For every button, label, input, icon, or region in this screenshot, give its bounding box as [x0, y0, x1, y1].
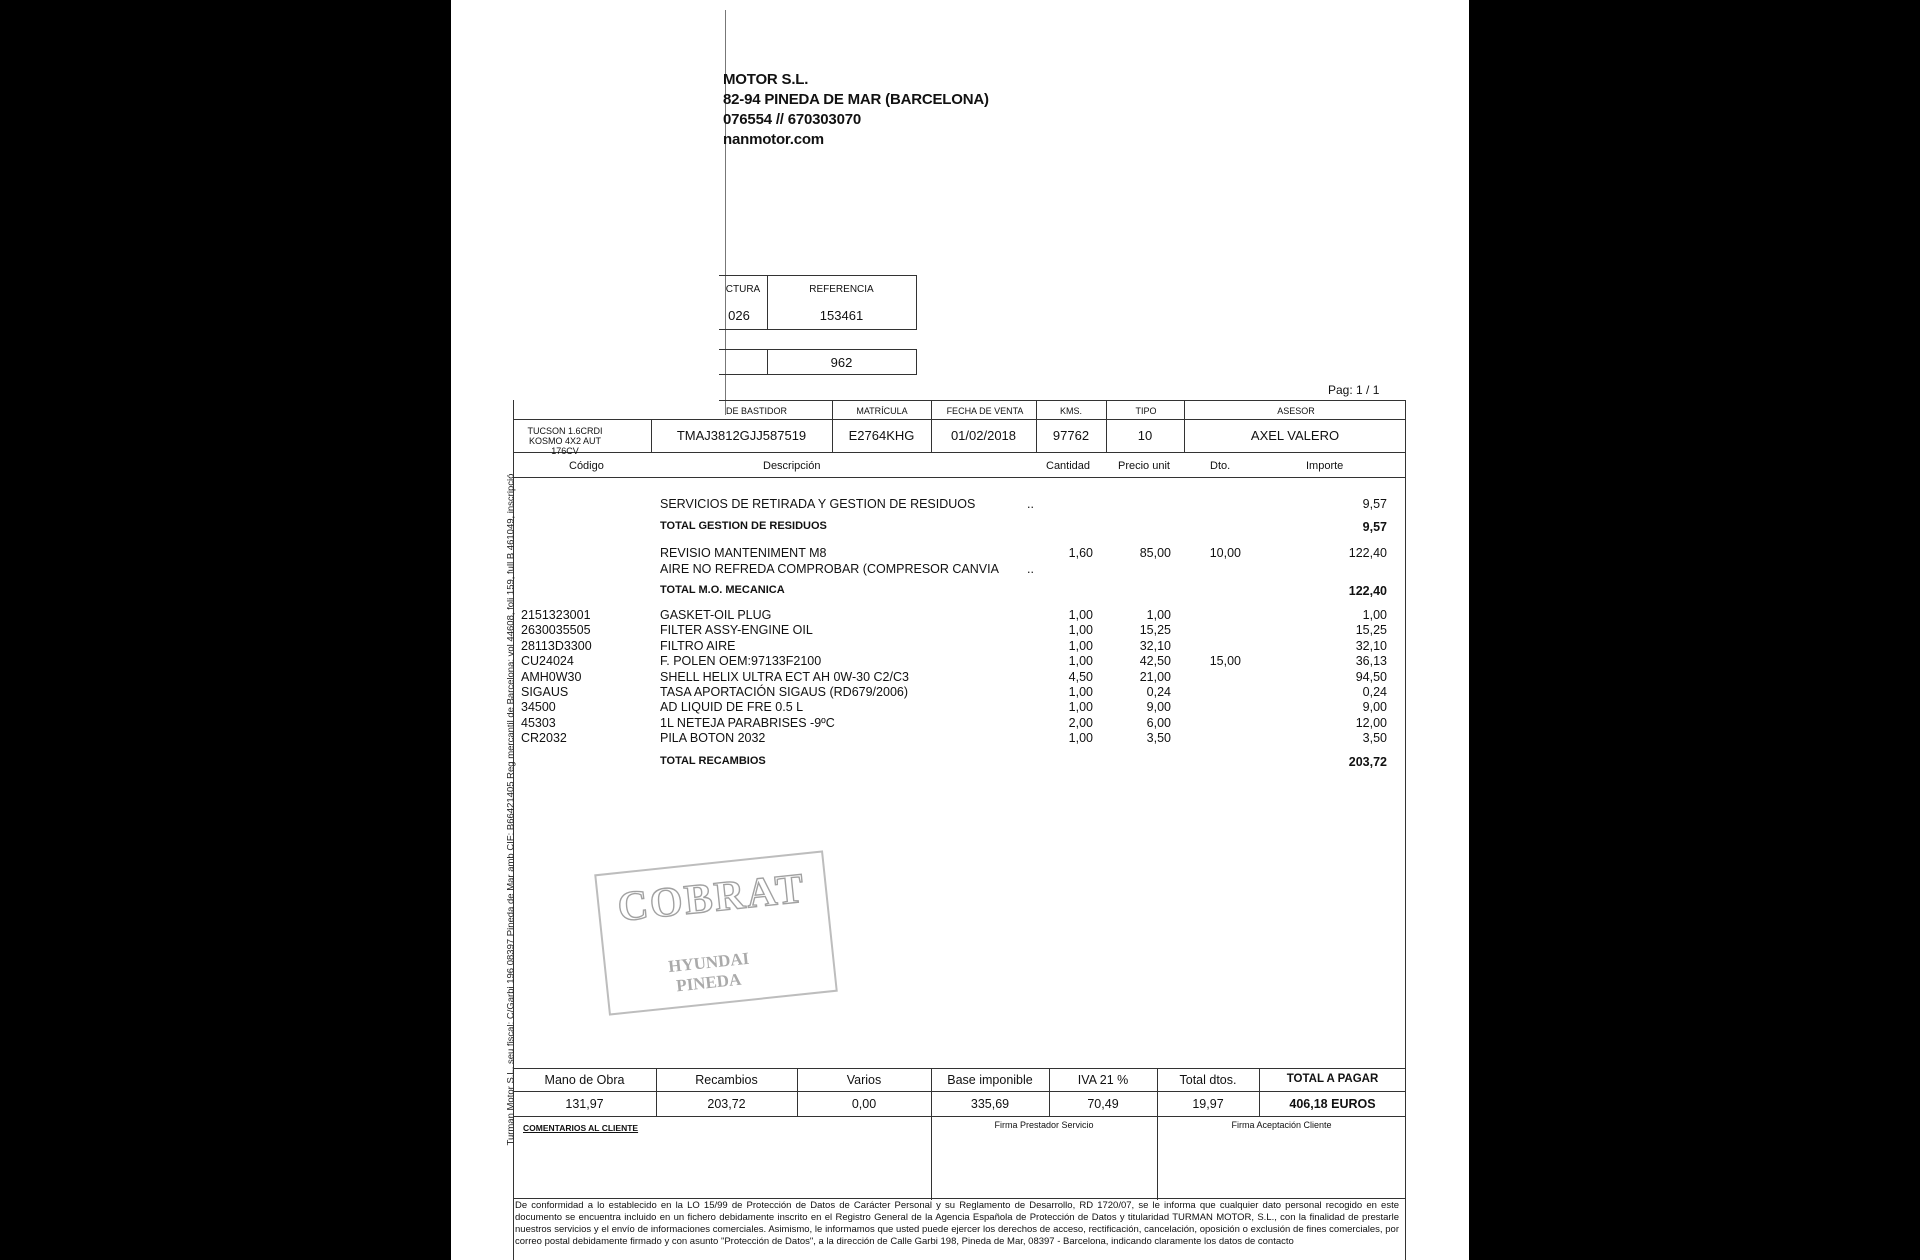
line-revisio-importe: 122,40: [1348, 546, 1387, 560]
part-desc: TASA APORTACIÓN SIGAUS (RD679/2006): [660, 685, 909, 699]
part-precio: 3,50: [1146, 731, 1171, 746]
total-recambios-label: TOTAL RECAMBIOS: [660, 755, 766, 767]
col-precio: Precio unit: [1118, 460, 1170, 472]
totals-label: Total dtos.: [1179, 1073, 1237, 1087]
page-indicator: Pag: 1 / 1: [1328, 383, 1380, 397]
company-web: nanmotor.com: [723, 131, 824, 148]
part-desc: SHELL HELIX ULTRA ECT AH 0W-30 C2/C3: [660, 669, 909, 684]
totals-value: 131,97: [565, 1097, 604, 1111]
totals-value: 70,49: [1087, 1097, 1119, 1111]
total-mo-value: 122,40: [1348, 584, 1387, 598]
part-importe: 9,00: [1362, 700, 1387, 715]
part-importe: 32,10: [1355, 638, 1387, 653]
part-cantidad: 1,00: [1068, 638, 1093, 653]
line-revisio-cantidad: 1,60: [1068, 546, 1093, 560]
part-codigo: 2151323001: [521, 608, 591, 622]
totals-label: IVA 21 %: [1077, 1073, 1129, 1087]
col-descripcion: Descripción: [763, 460, 821, 472]
firma-cliente-label: Firma Aceptación Cliente: [1231, 1120, 1332, 1130]
part-precio: 1,00: [1146, 608, 1171, 622]
part-cantidad: 1,00: [1068, 685, 1093, 699]
fecha-venta-label: FECHA DE VENTA: [946, 406, 1024, 416]
part-precio: 0,24: [1146, 685, 1171, 699]
firma-prestador-label: Firma Prestador Servicio: [994, 1120, 1094, 1130]
line-revisio-precio: 85,00: [1139, 546, 1171, 560]
part-importe: 36,13: [1355, 654, 1387, 669]
totals-label: Varios: [846, 1073, 882, 1087]
part-desc: FILTRO AIRE: [660, 638, 736, 653]
tipo-value: 10: [1137, 428, 1153, 443]
part-desc: 1L NETEJA PARABRISES -9ºC: [660, 715, 835, 730]
tipo-label: TIPO: [1135, 406, 1157, 416]
part-precio: 15,25: [1139, 623, 1171, 638]
company-address: 82-94 PINEDA DE MAR (BARCELONA): [723, 91, 989, 108]
part-desc: FILTER ASSY-ENGINE OIL: [660, 623, 813, 638]
part-cantidad: 1,00: [1068, 623, 1093, 638]
part-cantidad: 1,00: [1068, 654, 1093, 669]
factura-number: 026: [728, 308, 750, 323]
line-revisio-dto: 10,00: [1209, 546, 1241, 560]
part-importe: 15,25: [1355, 623, 1387, 638]
fecha-venta-value: 01/02/2018: [950, 428, 1017, 443]
part-importe: 94,50: [1355, 669, 1387, 684]
part-codigo: 34500: [521, 700, 556, 715]
referencia-number: 153461: [819, 308, 864, 323]
part-importe: 12,00: [1355, 715, 1387, 730]
col-codigo: Código: [569, 460, 604, 472]
part-precio: 9,00: [1146, 700, 1171, 715]
line-revisio-desc: REVISIO MANTENIMENT M8: [660, 546, 827, 560]
extra-number: 962: [830, 355, 853, 370]
part-desc: PILA BOTON 2032: [660, 731, 766, 746]
company-header: [723, 70, 989, 150]
company-phones: 076554 // 670303070: [723, 111, 862, 128]
part-importe: 0,24: [1362, 685, 1387, 699]
kms-value: 97762: [1052, 428, 1090, 443]
part-importe: 1,00: [1362, 608, 1387, 622]
total-mo-label: TOTAL M.O. MECANICA: [660, 584, 785, 596]
line-residuos-importe: 9,57: [1362, 497, 1387, 511]
invoice-ref-box: [719, 275, 917, 330]
totals-label: Mano de Obra: [544, 1073, 625, 1087]
col-dto: Dto.: [1210, 460, 1231, 472]
vehicle-model: TUCSON 1.6CRDI KOSMO 4X2 AUT 176CV: [527, 426, 603, 456]
line-residuos-dots: ..: [1027, 497, 1034, 511]
col-cantidad: Cantidad: [1046, 460, 1091, 472]
part-desc: F. POLEN OEM:97133F2100: [660, 654, 822, 669]
line-aire-desc: AIRE NO REFREDA COMPROBAR (COMPRESOR CANVIA: [660, 562, 999, 576]
part-codigo: 45303: [521, 715, 556, 730]
part-dto: 15,00: [1209, 654, 1241, 669]
kms-label: KMS.: [1059, 406, 1082, 416]
part-cantidad: 1,00: [1068, 700, 1093, 715]
totals-value: 335,69: [970, 1097, 1010, 1111]
part-precio: 21,00: [1139, 669, 1171, 684]
part-desc: GASKET-OIL PLUG: [660, 608, 772, 622]
part-codigo: AMH0W30: [521, 669, 582, 684]
asesor-value: AXEL VALERO: [1250, 428, 1340, 443]
total-recambios-value: 203,72: [1348, 755, 1387, 769]
invoice-page: [451, 0, 1469, 1260]
total-residuos-label: TOTAL GESTION DE RESIDUOS: [660, 520, 827, 532]
stamp-line1: HYUNDAI: [667, 948, 751, 977]
extra-number-box: [719, 349, 917, 375]
part-codigo: 28113D3300: [521, 638, 592, 653]
asesor-label: ASESOR: [1277, 406, 1315, 416]
side-legal-text: Turman Motor S.L. seu fiscal: C/Garbi 196 08397 Pineda de Mar amb CIF: B66421405 Reg mercantil de Barcelona: vol 44608, foli 159, full B 461049, inscripció: [505, 473, 517, 1146]
bastidor-label: DE BASTIDOR: [726, 406, 788, 416]
company-name: MOTOR S.L.: [723, 71, 809, 88]
part-precio: 6,00: [1146, 715, 1171, 730]
line-aire-dots: ..: [1027, 562, 1034, 576]
line-residuos-desc: SERVICIOS DE RETIRADA Y GESTION DE RESIDUOS: [660, 497, 976, 511]
cobrat-stamp: [594, 850, 838, 1015]
bastidor-value: TMAJ3812GJJ587519: [676, 428, 807, 443]
part-cantidad: 1,00: [1068, 608, 1093, 622]
part-codigo: CU24024: [521, 654, 574, 669]
factura-label: CTURA: [725, 284, 761, 295]
part-precio: 42,50: [1139, 654, 1171, 669]
legal-footer: De conformidad a lo establecido en la LO 15/99 de Protección de Datos de Carácter Personal y su Reglamento de Desarrollo, RD 1720/07, se le informa que cualquier dato personal recogido en este documento se encuentra incluido en un fichero debidamente inscrito en el Registro General de la Agencia Española de Protección de Datos y titularidad TURMAN MOTOR, S.L., con la finalidad de prestarle nuestros servicios y el envío de informaciones comerciales. Asimismo, le informamos que usted puede ejercer los derechos de acceso, rectificación, cancelación, oposición o exclusión de fines comerciales, por correo postal debidamente firmado y con asunto "Protección de Datos", a la dirección de Calle Garbi 198, Pineda de Mar, 08397 - Barcelona, indicando claramente los datos de contacto: [515, 1200, 1399, 1247]
invoice-main-frame: [513, 400, 1406, 1260]
totals-value: 19,97: [1192, 1097, 1224, 1111]
total-residuos-value: 9,57: [1362, 520, 1387, 534]
stamp-title: COBRAT: [615, 865, 808, 931]
part-precio: 32,10: [1139, 638, 1171, 653]
totals-value: 406,18 EUROS: [1289, 1097, 1376, 1111]
totals-value: 203,72: [707, 1097, 746, 1111]
part-codigo: 2630035505: [521, 623, 591, 638]
totals-label: TOTAL A PAGAR: [1286, 1073, 1379, 1085]
col-importe: Importe: [1306, 460, 1344, 472]
comments-label: COMENTARIOS AL CLIENTE: [523, 1123, 639, 1133]
part-codigo: CR2032: [521, 731, 567, 746]
part-cantidad: 2,00: [1068, 715, 1093, 730]
totals-label: Base imponible: [947, 1073, 1033, 1087]
part-desc: AD LIQUID DE FRE 0.5 L: [660, 700, 804, 715]
matricula-value: E2764KHG: [848, 428, 915, 443]
part-cantidad: 4,50: [1068, 669, 1093, 684]
part-cantidad: 1,00: [1068, 731, 1093, 746]
totals-value: 0,00: [851, 1097, 877, 1111]
part-importe: 3,50: [1362, 731, 1387, 746]
part-codigo: SIGAUS: [521, 685, 569, 699]
referencia-label: REFERENCIA: [809, 284, 874, 295]
stamp-line2: PINEDA: [675, 969, 743, 996]
matricula-label: MATRÍCULA: [856, 406, 908, 416]
totals-label: Recambios: [695, 1073, 758, 1087]
